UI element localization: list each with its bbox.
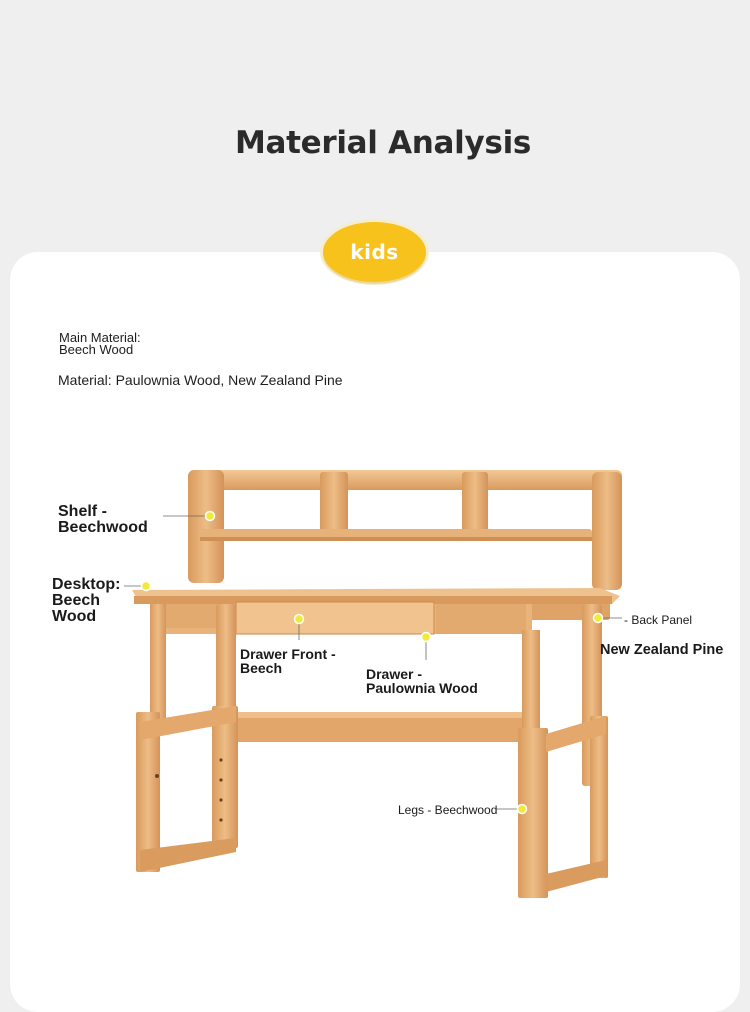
drawer-unit bbox=[152, 602, 532, 634]
callout-drawer bbox=[366, 667, 478, 695]
callout-drawer-front-line2: Beech bbox=[240, 660, 283, 676]
main-material-label: Main Material: bbox=[59, 330, 141, 345]
callout-shelf-line2: Beechwood bbox=[58, 519, 148, 536]
callout-shelf bbox=[58, 504, 148, 536]
callout-drawer-line1: Drawer - bbox=[366, 666, 423, 682]
callout-desktop-line2: Beech bbox=[52, 592, 101, 609]
callout-desktop bbox=[52, 577, 120, 625]
callout-desktop-line3: Wood bbox=[52, 608, 97, 625]
callout-desktop-line1: Desktop: bbox=[52, 576, 121, 593]
callout-drawer-line2: Paulownia Wood bbox=[366, 680, 478, 696]
callout-shelf-line1: Shelf - bbox=[58, 503, 107, 520]
kids-badge: kids bbox=[323, 222, 426, 282]
callout-drawer-front bbox=[240, 647, 336, 675]
callout-back-panel: - Back Panel bbox=[624, 613, 693, 627]
callout-drawer-front-line1: Drawer Front - bbox=[240, 646, 336, 662]
callout-back-panel-material: New Zealand Pine bbox=[600, 642, 724, 658]
page-title: Material Analysis bbox=[234, 125, 532, 161]
secondary-material-text: Material: Paulownia Wood, New Zealand Pine bbox=[58, 372, 343, 388]
hutch-shelf bbox=[188, 470, 622, 590]
callout-legs: Legs - Beechwood bbox=[398, 803, 498, 817]
main-material-value: Beech Wood bbox=[59, 342, 134, 357]
